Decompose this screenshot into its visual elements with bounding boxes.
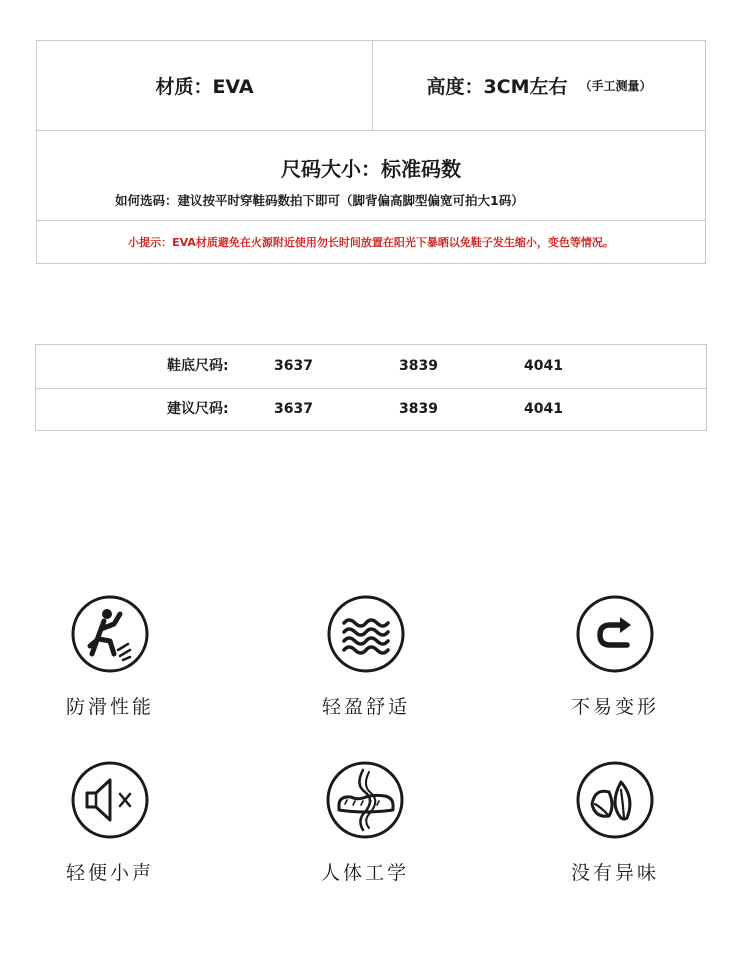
size-cell: 4041	[524, 401, 563, 417]
size-chart-table	[35, 344, 707, 431]
material-text: 材质：EVA	[155, 76, 254, 98]
leaf-icon	[575, 760, 655, 840]
spec-row-tip	[37, 221, 705, 263]
anti-slip-icon	[70, 594, 150, 674]
return-arrow-icon	[575, 594, 655, 674]
size-howto: 如何选码：建议按平时穿鞋码数拍下即可（脚背偏高脚型偏宽可拍大1码）	[115, 193, 524, 208]
size-cell: 3839	[399, 358, 438, 374]
feature-lightweight	[276, 594, 456, 719]
feature-label: 防滑性能	[65, 696, 154, 718]
table-row	[36, 345, 706, 389]
size-cell: 4041	[524, 358, 563, 374]
ergonomic-foot-icon	[325, 760, 405, 840]
feature-label: 不易变形	[570, 696, 659, 718]
height-text: 高度：3CM左右	[426, 76, 568, 98]
size-title: 尺码大小：标准码数	[281, 157, 461, 181]
feature-label: 轻盈舒适	[321, 696, 410, 718]
size-cell: 3637	[274, 358, 313, 374]
feature-anti-slip	[20, 594, 200, 719]
table-row	[36, 388, 706, 431]
size-cell: 3637	[274, 401, 313, 417]
spec-table	[36, 40, 706, 264]
spec-row-material-height	[37, 41, 705, 131]
feature-label: 没有异味	[570, 862, 659, 884]
material-cell	[37, 41, 373, 130]
wave-comfort-icon	[326, 594, 406, 674]
feature-label: 人体工学	[320, 862, 409, 884]
size-cell: 3839	[399, 401, 438, 417]
mute-speaker-icon	[70, 760, 150, 840]
feature-no-deform	[525, 594, 705, 719]
tip-text: 小提示：EVA材质避免在火源附近使用勿长时间放置在阳光下暴晒以免鞋子发生缩小，变色等情况。	[128, 236, 614, 249]
size-row-label: 建议尺码:	[167, 401, 229, 417]
feature-quiet	[20, 760, 200, 885]
feature-ergonomic	[275, 760, 455, 885]
height-cell	[373, 41, 705, 130]
feature-label: 轻便小声	[65, 862, 154, 884]
height-note: （手工测量）	[579, 79, 652, 93]
feature-no-odor	[525, 760, 705, 885]
size-row-label: 鞋底尺码:	[167, 358, 229, 374]
spec-row-size	[37, 131, 705, 221]
